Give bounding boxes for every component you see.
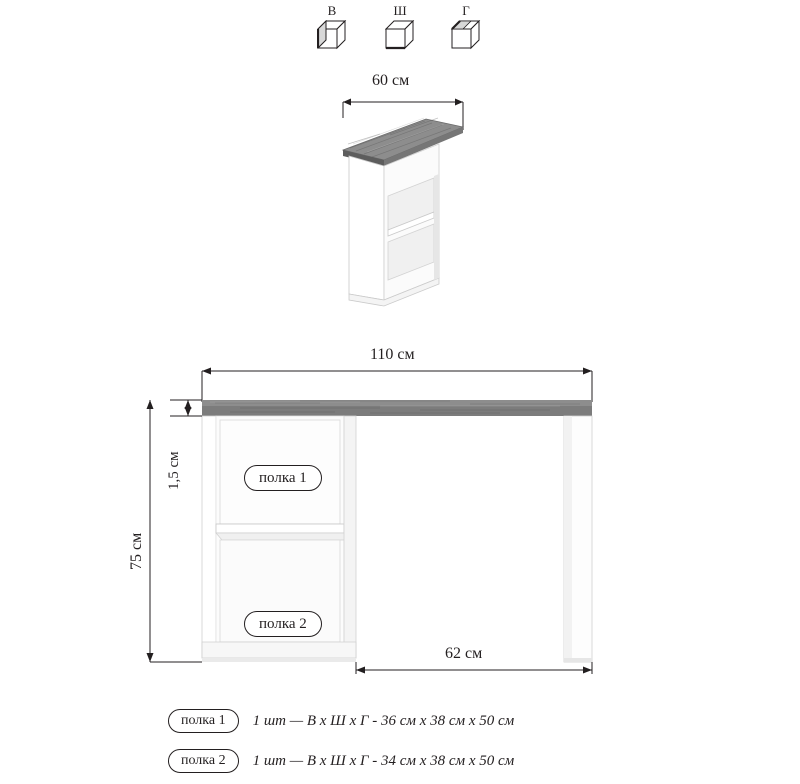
dimension-legend [312, 4, 492, 60]
spec-tag-shelf-1[interactable]: полка 1 [168, 709, 239, 733]
legend-label-width: Ш [393, 3, 407, 18]
spec-text-shelf-1: 1 шт — В х Ш х Г - 36 см х 38 см х 50 см [252, 712, 515, 729]
legend-item-width [380, 4, 420, 50]
spec-row-shelf-1 [168, 709, 514, 733]
shelf-1-callout[interactable]: полка 1 [244, 465, 322, 491]
front-view-height-label: 75 см [128, 532, 145, 570]
side-view-depth-label: 60 см [372, 72, 410, 89]
spec-text-shelf-2: 1 шт — В х Ш х Г - 34 см х 38 см х 50 см [252, 752, 515, 769]
depth-cube-icon [451, 20, 481, 50]
legend-label-depth: Г [462, 3, 470, 18]
legend-item-depth [446, 4, 486, 50]
spec-row-shelf-2 [168, 749, 514, 773]
front-view-top-thickness-label: 1,5 см [166, 451, 182, 490]
front-view-inner-width-label: 62 см [445, 645, 483, 662]
front-view-width-label: 110 см [370, 346, 415, 363]
side-view-drawing [320, 72, 620, 322]
height-cube-icon [317, 20, 347, 50]
spec-tag-shelf-2[interactable]: полка 2 [168, 749, 239, 773]
front-view-drawing [120, 340, 680, 700]
legend-label-height: В [327, 3, 337, 18]
width-cube-icon [385, 20, 415, 50]
shelf-2-callout[interactable]: полка 2 [244, 611, 322, 637]
legend-item-height [312, 4, 352, 50]
